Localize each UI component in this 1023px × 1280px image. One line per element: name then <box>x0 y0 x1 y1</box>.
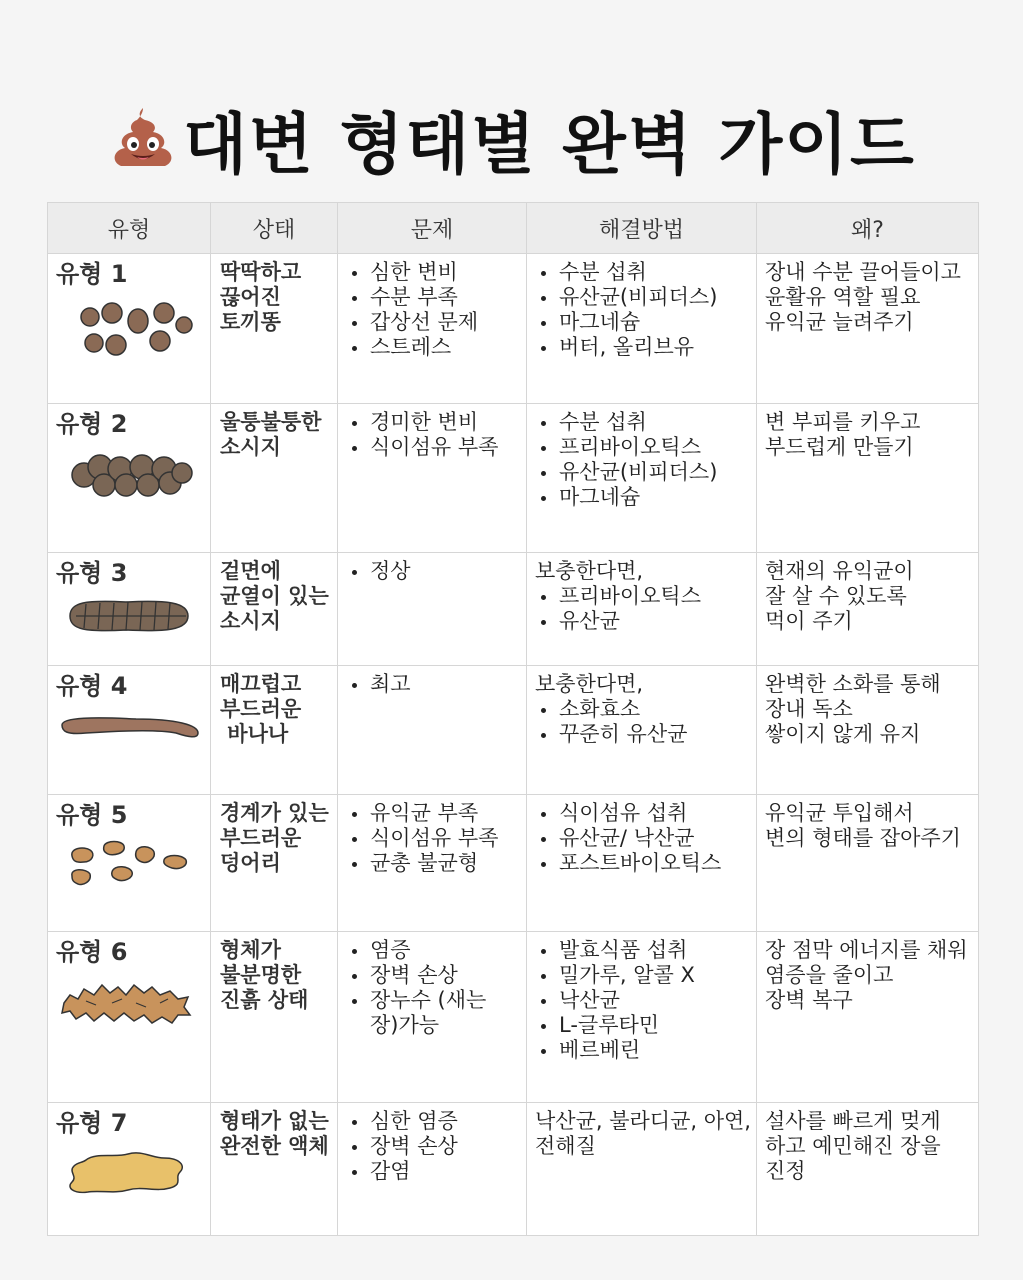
type-cell <box>48 404 211 553</box>
problem-cell <box>338 666 527 795</box>
separate-hard-lumps-icon <box>56 295 196 365</box>
list-item: L-글루타민 <box>559 1013 748 1038</box>
soft-blobs-icon <box>56 836 196 896</box>
stool-guide-table <box>47 202 979 1236</box>
list-item: 경미한 변비 <box>370 410 518 435</box>
list-item: 소화효소 <box>559 697 748 722</box>
state-cell <box>211 404 338 553</box>
state-cell <box>211 254 338 404</box>
why-line: 쌓이지 않게 유지 <box>765 722 921 746</box>
why-line: 장내 독소 <box>765 697 853 721</box>
solution-cell <box>527 666 757 795</box>
why-line: 잘 살 수 있도록 <box>765 584 907 608</box>
state-line: 소시지 <box>220 435 281 459</box>
why-line: 설사를 빠르게 멎게 <box>765 1109 941 1133</box>
why-cell <box>757 666 979 795</box>
type-cell <box>48 666 211 795</box>
solution-cell <box>527 795 757 932</box>
type-label: 유형 7 <box>56 1109 128 1137</box>
header-row <box>48 203 979 254</box>
header-state: 상태 <box>211 203 338 254</box>
list-item: 유산균 <box>559 609 748 634</box>
list-item: 장누수 (새는 장)가능 <box>370 988 518 1038</box>
table-row <box>48 1103 979 1236</box>
header-problem: 문제 <box>338 203 527 254</box>
list-item: 스트레스 <box>370 335 518 360</box>
type-label: 유형 5 <box>56 801 128 829</box>
why-cell <box>757 795 979 932</box>
state-line: 진흙 상태 <box>220 988 309 1012</box>
state-line: 덩어리 <box>220 851 281 875</box>
mushy-pieces-icon <box>56 973 196 1029</box>
list-item: 갑상선 문제 <box>370 310 518 335</box>
why-line: 진정 <box>765 1159 806 1183</box>
table-row <box>48 932 979 1103</box>
list-item: 마그네슘 <box>559 310 748 335</box>
list-item: 식이섬유 부족 <box>370 826 518 851</box>
list-item: 균총 불균형 <box>370 851 518 876</box>
list-item: 식이섬유 부족 <box>370 435 518 460</box>
why-line: 장벽 복구 <box>765 988 853 1012</box>
why-line: 유익균 늘려주기 <box>765 310 914 334</box>
list-item: 밀가루, 알콜 X <box>559 963 748 988</box>
poop-icon <box>107 102 179 174</box>
why-line: 변 부피를 키우고 <box>765 410 921 434</box>
state-cell <box>211 932 338 1103</box>
why-line: 하고 예민해진 장을 <box>765 1134 941 1158</box>
list-item: 포스트바이오틱스 <box>559 851 748 876</box>
list-item: 베르베린 <box>559 1038 748 1063</box>
state-line: 부드러운 <box>220 697 302 721</box>
list-item: 수분 섭취 <box>559 260 748 285</box>
page-title: 대변 형태별 완벽 가이드 <box>183 105 916 183</box>
list-item: 심한 염증 <box>370 1109 518 1134</box>
list-item: 발효식품 섭취 <box>559 938 748 963</box>
list-item: 심한 변비 <box>370 260 518 285</box>
list-item: 유산균(비피더스) <box>559 460 748 485</box>
state-cell <box>211 1103 338 1236</box>
list-item: 꾸준히 유산균 <box>559 722 748 747</box>
type-label: 유형 2 <box>56 410 128 438</box>
why-cell <box>757 932 979 1103</box>
problem-cell <box>338 795 527 932</box>
type-cell <box>48 553 211 666</box>
table-row <box>48 254 979 404</box>
list-item: 프리바이오틱스 <box>559 435 748 460</box>
why-cell <box>757 553 979 666</box>
list-item: 낙산균 <box>559 988 748 1013</box>
solution-cell <box>527 404 757 553</box>
list-item: 정상 <box>370 559 518 584</box>
why-line: 윤활유 역할 필요 <box>765 285 921 309</box>
state-line: 끊어진 <box>220 285 281 309</box>
why-line: 완벽한 소화를 통해 <box>765 672 941 696</box>
solution-cell <box>527 553 757 666</box>
state-cell <box>211 553 338 666</box>
list-item: 유산균/ 낙산균 <box>559 826 748 851</box>
type-label: 유형 6 <box>56 938 128 966</box>
cracked-sausage-icon <box>56 594 196 638</box>
state-line: 소시지 <box>220 609 281 633</box>
why-cell <box>757 254 979 404</box>
liquid-puddle-icon <box>56 1144 196 1200</box>
problem-cell <box>338 553 527 666</box>
table-row <box>48 553 979 666</box>
list-item: 유산균(비피더스) <box>559 285 748 310</box>
state-line: 매끄럽고 <box>220 672 302 696</box>
state-line: 토끼똥 <box>220 310 281 334</box>
state-cell <box>211 666 338 795</box>
problem-cell <box>338 932 527 1103</box>
list-item: 수분 섭취 <box>559 410 748 435</box>
list-item: 프리바이오틱스 <box>559 584 748 609</box>
state-line: 불분명한 <box>220 963 302 987</box>
type-label: 유형 1 <box>56 260 128 288</box>
why-line: 먹이 주기 <box>765 609 853 633</box>
why-line: 현재의 유익균이 <box>765 559 914 583</box>
state-line: 바나나 <box>220 722 289 746</box>
solution-intro: 보충한다면, <box>535 559 644 583</box>
problem-cell <box>338 404 527 553</box>
type-cell <box>48 795 211 932</box>
why-cell <box>757 404 979 553</box>
type-cell <box>48 932 211 1103</box>
type-cell <box>48 1103 211 1236</box>
why-line: 장 점막 에너지를 채워 <box>765 938 968 962</box>
state-line: 부드러운 <box>220 826 302 850</box>
table-row <box>48 795 979 932</box>
state-line: 균열이 있는 <box>220 584 329 608</box>
list-item: 마그네슘 <box>559 485 748 510</box>
list-item: 최고 <box>370 672 518 697</box>
why-line: 염증을 줄이고 <box>765 963 894 987</box>
why-line: 장내 수분 끌어들이고 <box>765 260 961 284</box>
list-item: 장벽 손상 <box>370 1134 518 1159</box>
state-line: 형태가 없는 <box>220 1109 329 1133</box>
solution-intro: 보충한다면, <box>535 672 644 696</box>
title-area <box>0 88 1023 188</box>
type-label: 유형 3 <box>56 559 128 587</box>
solution-cell <box>527 254 757 404</box>
solution-intro: 낙산균, 불라디균, 아연, 전해질 <box>535 1109 751 1158</box>
list-item: 버터, 올리브유 <box>559 335 748 360</box>
state-line: 경계가 있는 <box>220 801 329 825</box>
header-why: 왜? <box>757 203 979 254</box>
why-cell <box>757 1103 979 1236</box>
list-item: 염증 <box>370 938 518 963</box>
list-item: 장벽 손상 <box>370 963 518 988</box>
header-solution: 해결방법 <box>527 203 757 254</box>
state-line: 딱딱하고 <box>220 260 302 284</box>
solution-cell <box>527 1103 757 1236</box>
why-line: 변의 형태를 잡아주기 <box>765 826 961 850</box>
smooth-banana-icon <box>56 707 201 747</box>
header-type: 유형 <box>48 203 211 254</box>
why-line: 유익균 투입해서 <box>765 801 914 825</box>
lumpy-sausage-icon <box>56 445 196 505</box>
problem-cell <box>338 254 527 404</box>
state-line: 울퉁불퉁한 <box>220 410 322 434</box>
list-item: 감염 <box>370 1159 518 1184</box>
type-label: 유형 4 <box>56 672 128 700</box>
why-line: 부드럽게 만들기 <box>765 435 914 459</box>
list-item: 수분 부족 <box>370 285 518 310</box>
state-line: 완전한 액체 <box>220 1134 329 1158</box>
table-row <box>48 404 979 553</box>
state-line: 겉면에 <box>220 559 281 583</box>
list-item: 식이섬유 섭취 <box>559 801 748 826</box>
table-row <box>48 666 979 795</box>
solution-cell <box>527 932 757 1103</box>
type-cell <box>48 254 211 404</box>
problem-cell <box>338 1103 527 1236</box>
list-item: 유익균 부족 <box>370 801 518 826</box>
state-cell <box>211 795 338 932</box>
state-line: 형체가 <box>220 938 281 962</box>
